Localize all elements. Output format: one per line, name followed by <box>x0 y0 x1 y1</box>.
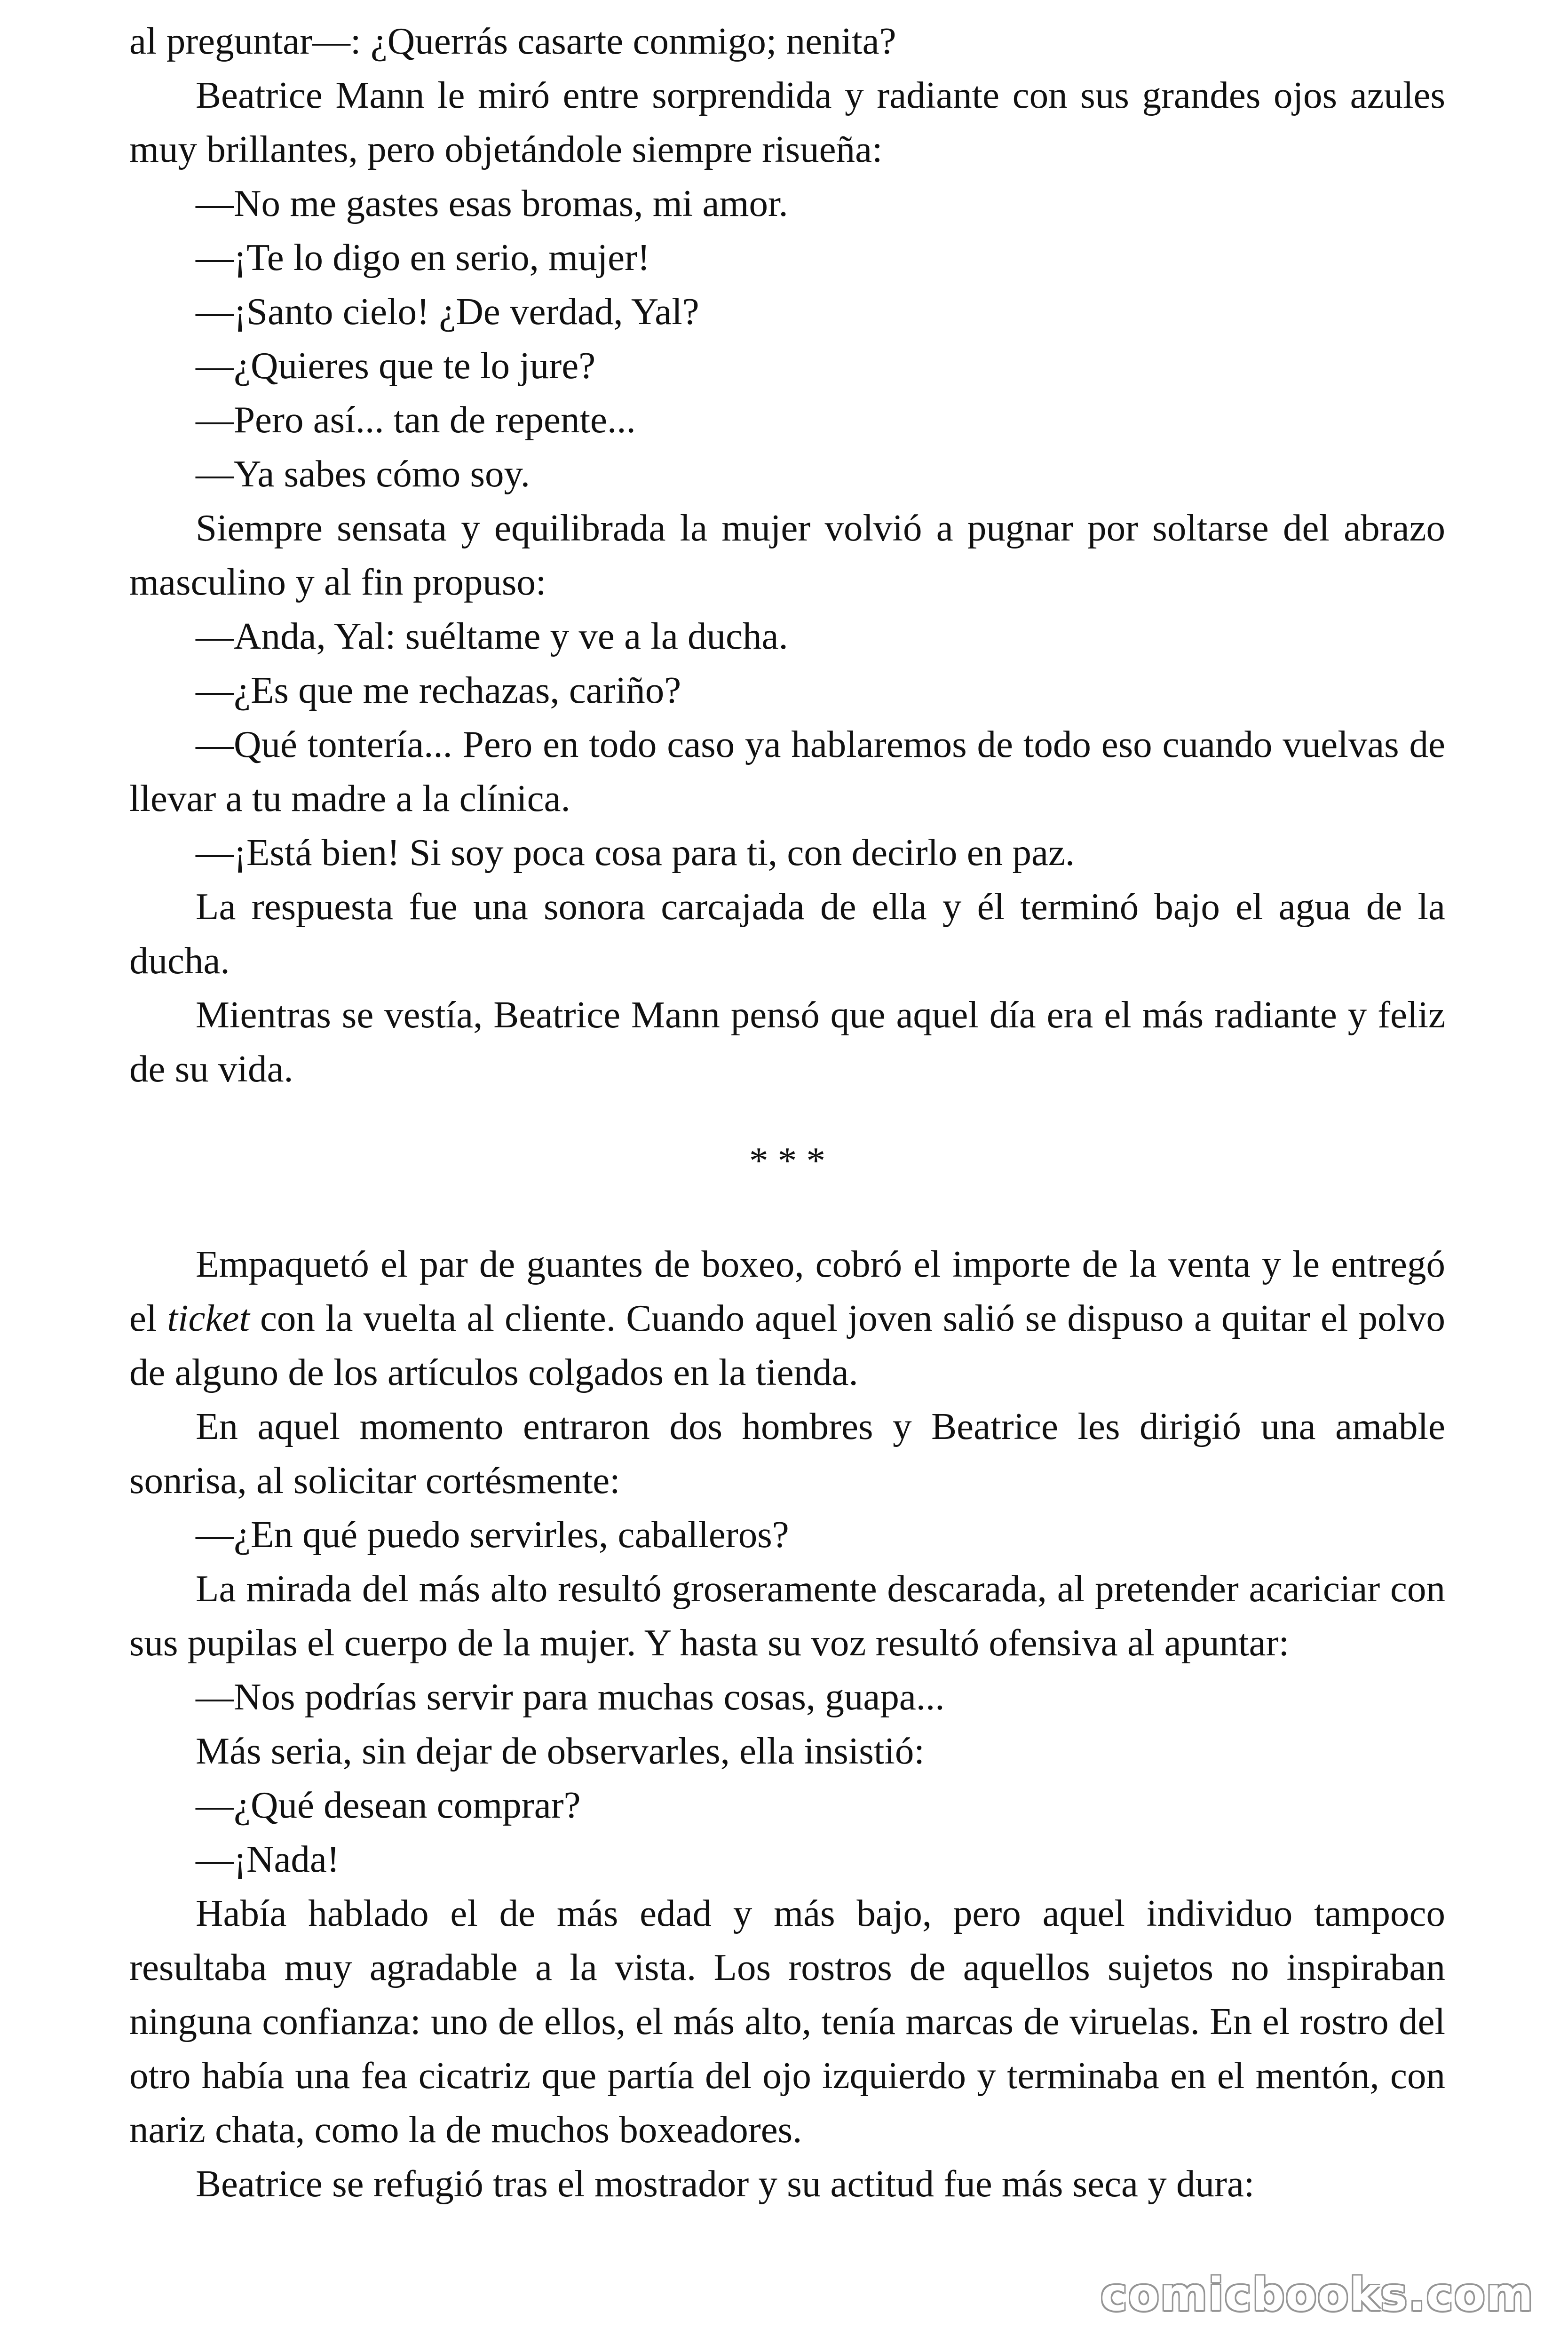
paragraph: —Qué tontería... Pero en todo caso ya hablaremos de todo eso cuando vuelvas de llevar a tu madre a la clínica. <box>129 723 1445 819</box>
italic-word: ticket <box>167 1297 250 1339</box>
paragraph: La mirada del más alto resultó groseramente descarada, al pretender acariciar con sus pupilas el cuerpo de la mujer. Y hasta su voz resultó ofensiva al apuntar: <box>129 1567 1445 1664</box>
paragraph: Siempre sensata y equilibrada la mujer volvió a pugnar por soltarse del abrazo masculino y al fin propuso: <box>129 507 1445 603</box>
paragraph: —No me gastes esas bromas, mi amor. <box>196 182 788 224</box>
paragraph: —¿Qué desean comprar? <box>196 1784 581 1826</box>
paragraph: —Pero así... tan de repente... <box>196 398 636 441</box>
paragraph: —¡Santo cielo! ¿De verdad, Yal? <box>196 290 699 333</box>
paragraph: —¿Es que me rechazas, cariño? <box>196 669 681 711</box>
paragraph: En aquel momento entraron dos hombres y Beatrice les dirigió una amable sonrisa, al solicitar cortésmente: <box>129 1405 1445 1502</box>
section-two <box>129 1237 1445 2211</box>
paragraph: Había hablado el de más edad y más bajo, pero aquel individuo tampoco resultaba muy agradable a la vista. Los rostros de aquellos sujetos no inspiraban ninguna confianza: uno de ellos, el más alto, tenía marcas de viruelas. En el rostro del otro había una fea cicatriz que partía del ojo izquierdo y terminaba en el mentón, con nariz chata, como la de muchos boxeadores. <box>129 1892 1445 2151</box>
paragraph: —¡Te lo digo en serio, mujer! <box>196 236 650 278</box>
paragraph: —¡Está bien! Si soy poca cosa para ti, con decirlo en paz. <box>196 831 1075 874</box>
page-body <box>129 14 1445 2211</box>
paragraph: Mientras se vestía, Beatrice Mann pensó que aquel día era el más radiante y feliz de su vida. <box>129 993 1445 1090</box>
paragraph: Beatrice Mann le miró entre sorprendida y radiante con sus grandes ojos azules muy brillantes, pero objetándole siempre risueña: <box>129 74 1445 170</box>
paragraph: —¿En qué puedo servirles, caballeros? <box>196 1513 789 1556</box>
watermark-logo: comicbooks.com <box>1101 2268 1534 2321</box>
paragraph: Empaquetó el par de guantes de boxeo, cobró el importe de la venta y le entregó el ticket con la vuelta al cliente. Cuando aquel joven salió se dispuso a quitar el polvo de alguno de los artículos colgados en la tienda. <box>129 1243 1445 1393</box>
paragraph: —¿Quieres que te lo jure? <box>196 344 596 387</box>
paragraph: —Anda, Yal: suéltame y ve a la ducha. <box>196 615 788 657</box>
paragraph: —¡Nada! <box>196 1838 340 1880</box>
paragraph: Más seria, sin dejar de observarles, ella insistió: <box>196 1730 925 1772</box>
paragraph: —Ya sabes cómo soy. <box>196 453 531 495</box>
scene-separator: * * * <box>749 1139 825 1182</box>
paragraph: Beatrice se refugió tras el mostrador y su actitud fue más seca y dura: <box>196 2162 1255 2205</box>
paragraph: —Nos podrías servir para muchas cosas, guapa... <box>196 1676 945 1718</box>
paragraph: al preguntar—: ¿Querrás casarte conmigo; nenita? <box>129 20 896 62</box>
section-one <box>129 14 1445 1096</box>
paragraph: La respuesta fue una sonora carcajada de ella y él terminó bajo el agua de la ducha. <box>129 885 1445 982</box>
